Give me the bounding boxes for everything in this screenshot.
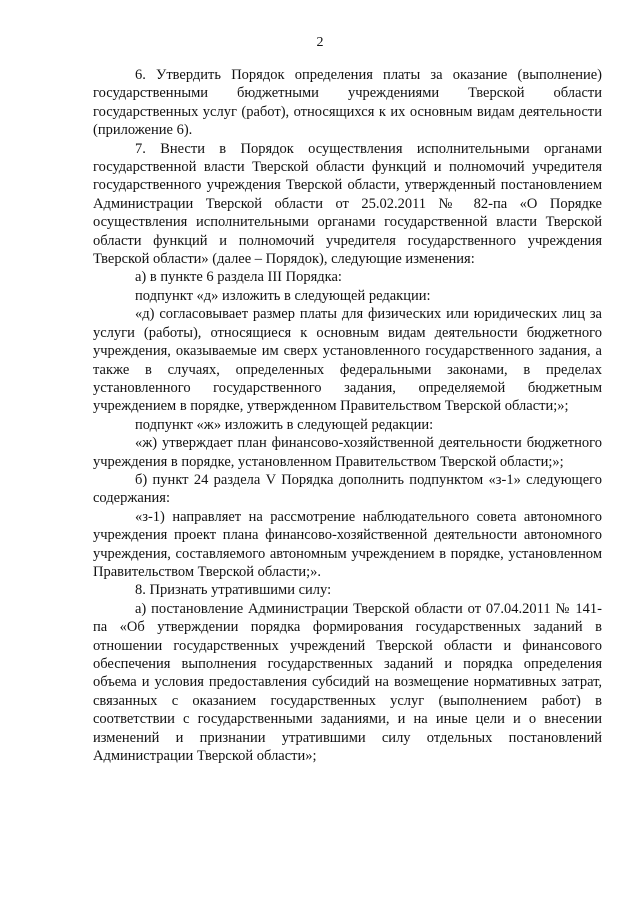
paragraph-subpoint-z1-text: «з-1) направляет на рассмотрение наблюдательного совета автономного учреждения проект плана финансово-хозяйственной деятельности автономного учреждения, составляемого автономным учреждением в порядке, установленном Правительством Тверской области;». — [93, 508, 602, 580]
paragraph-subpoint-zh-intro: подпункт «ж» изложить в следующей редакции: — [135, 416, 434, 433]
paragraph-subitem-a: а) в пункте 6 раздела III Порядка: — [135, 269, 342, 286]
paragraph-item-8-a: а) постановление Администрации Тверской области от 07.04.2011 № 141-па «Об утверждении порядка формирования государственных заданий в отношении государственных учреждений Тверской области и финансового обеспечения выполнения государственных заданий и порядка определения объема и условия предоставления субсидий на возмещение нормативных затрат, связанных с оказанием государственных услуг (выполнением работ) в соответствии с государственными заданиями, и на иные цели и о внесении изменений и признании утратившими силу отдельных постановлений Администрации Тверской области»; — [93, 600, 602, 765]
paragraph-subpoint-d-text: «д) согласовывает размер платы для физических или юридических лиц за услуги (работы), относящиеся к основным видам деятельности бюджетного учреждения, оказываемые им сверх установленного государственного задания, а также в случаях, определенных федеральными законами, в пределах установленного государственного задания, определяемой бюджетным учреждением в порядке, утвержденном Правительством Тверской области;»; — [93, 306, 602, 415]
document-body — [93, 66, 602, 765]
paragraph-subpoint-zh-text: «ж) утверждает план финансово-хозяйственной деятельности бюджетного учреждения в порядке, установленном Правительством Тверской области;»; — [93, 435, 602, 470]
paragraph-item-8: 8. Признать утратившими силу: — [135, 582, 332, 599]
paragraph-subitem-b: б) пункт 24 раздела V Порядка дополнить подпунктом «з-1» следующего содержания: — [93, 471, 602, 507]
paragraph-item-6: 6. Утвердить Порядок определения платы за оказание (выполнение) государственными бюджетными учреждениями Тверской области государственных услуг (работ), относящихся к их основным видам деятельности (приложение 6). — [93, 67, 602, 139]
paragraph-subpoint-d-intro: подпункт «д» изложить в следующей редакции: — [135, 287, 431, 304]
page-number: 2 — [316, 35, 324, 50]
paragraph-item-7: 7. Внести в Порядок осуществления исполнительными органами государственной власти Тверской области функций и полномочий учредителя государственного учреждения Тверской области, утвержденный постановлением Администрации Тверской области от 25.02.2011 № 82-па «О Порядке осуществления исполнительными органами государственной власти Тверской области функций и полномочий учредителя государственного учреждения Тверской области» (далее – Порядок), следующие изменения: — [93, 140, 602, 268]
